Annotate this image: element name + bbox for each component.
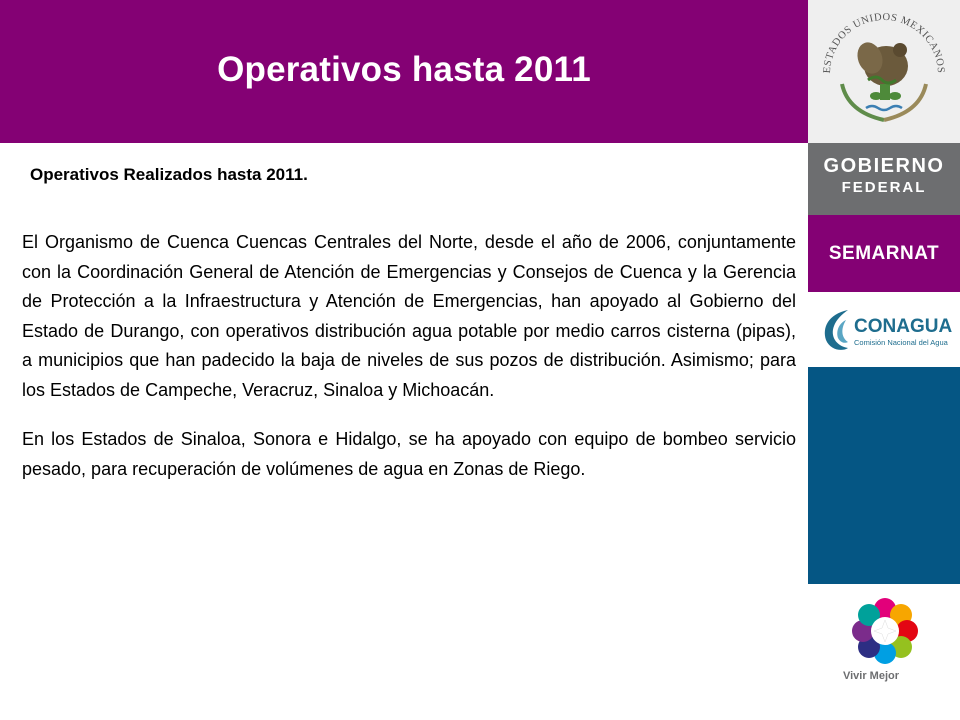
slide-subtitle: Operativos Realizados hasta 2011.	[30, 165, 308, 184]
body-paragraph-1: El Organismo de Cuenca Cuencas Centrales del Norte, desde el año de 2006, conjuntamente con la Coordinación General de Atención de Emergencias y Consejos de Cuenca y la Gerencia de Protección a la Infraestructura y Atención de Emergencias, han apoyado al Gobierno del Estado de Durango, con operativos distribución agua potable por medio carros cisterna (pipas), a municipios que han padecido la baja de niveles de sus pozos de distribución. Asimismo; para los Estados de Campeche, Veracruz, Sinaloa y Michoacán.	[22, 232, 796, 400]
slide-title: Operativos hasta 2011	[217, 49, 591, 89]
vivir-mejor-panel	[808, 584, 960, 720]
gobierno-subtitle: FEDERAL	[841, 179, 927, 196]
mexican-coat-of-arms-seal-icon	[808, 0, 960, 143]
gobierno-federal-panel	[808, 143, 960, 215]
vivir-mejor-flower-icon	[852, 598, 918, 664]
title-bar	[0, 0, 808, 143]
conagua-panel	[808, 292, 960, 367]
brand-sidebar	[808, 0, 960, 720]
gobierno-title: GOBIERNO	[823, 155, 945, 177]
seal-panel	[808, 0, 960, 143]
blue-color-block	[808, 367, 960, 584]
conagua-logo-icon	[818, 306, 852, 354]
body-paragraph-2: En los Estados de Sinaloa, Sonora e Hidalgo, se ha apoyado con equipo de bombeo servicio pesado, para recuperación de volúmenes de agua en Zonas de Riego.	[22, 429, 796, 479]
semarnat-panel	[808, 215, 960, 292]
vivir-mejor-label: Vivir Mejor	[842, 670, 900, 682]
slide-body	[22, 228, 796, 504]
conagua-subtitle: Comisión Nacional del Agua	[854, 338, 948, 347]
semarnat-label: SEMARNAT	[828, 242, 940, 264]
seal-text: ESTADOS UNIDOS MEXICANOS	[821, 11, 947, 74]
conagua-name: CONAGUA	[854, 316, 953, 337]
